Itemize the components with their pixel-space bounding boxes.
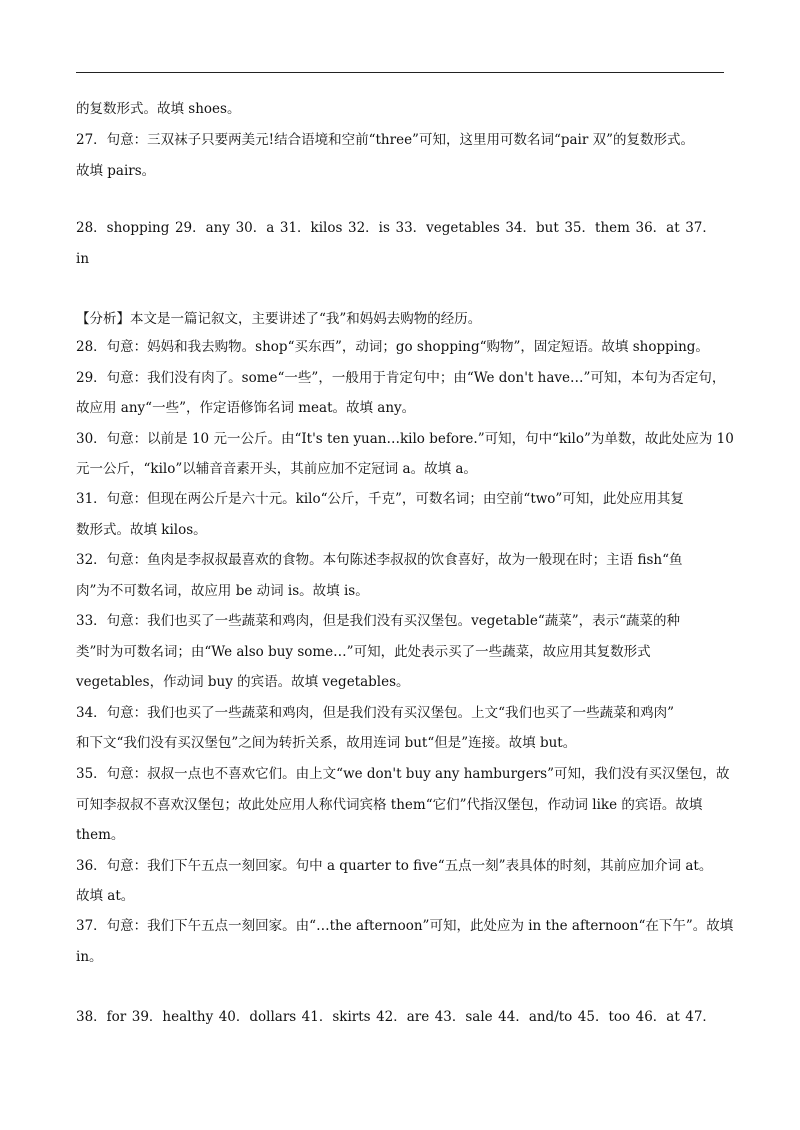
text-line: 31．句意：但现在两公斤是六十元。kilo“公斤，千克”，可数名词；由空前“two”可知，此处应用其复 [76,491,684,507]
answer-item: 41．skirts [301,1009,371,1025]
answer-item: 37． [685,220,716,236]
answer-item: 32．is [347,220,390,236]
answer-item: 29．any [174,220,230,236]
text-line: 37．句意：我们下午五点一刻回家。由“…the afternoon”可知，此处应为 in the afternoon“在下午”。故填 [76,918,734,934]
answer-item: 36．at [635,220,680,236]
answer-item: 42．are [376,1009,430,1025]
text-line: 和下文“我们没有买汉堡包”之间为转折关系，故用连词 but“但是”连接。故填 but。 [76,735,577,751]
text-line: 27．句意：三双袜子只要两美元!结合语境和空前“three”可知，这里用可数名词“pair 双”的复数形式。 [76,132,695,148]
text-line: 的复数形式。故填 shoes。 [76,101,241,117]
text-line: 元一公斤，“kilo”以辅音音素开头，其前应加不定冠词 a。故填 a。 [76,461,477,477]
header-rule [76,72,724,73]
text-line: 28．句意：妈妈和我去购物。shop“买东西”，动词；go shopping“购物”，固定短语。故填 shopping。 [76,339,709,355]
text-line: 29．句意：我们没有肉了。some“一些”，一般用于肯定句中；由“We don't have…”可知，本句为否定句， [76,370,726,386]
answer-item: 35．them [564,220,630,236]
text-line: 肉”为不可数名词，故应用 be 动词 is。故填 is。 [76,583,369,599]
answer-item: 28．shopping [76,220,170,236]
answer-row-2 [76,1008,716,1026]
text-line: 故应用 any“一些”，作定语修饰名词 meat。故填 any。 [76,400,416,416]
text-line: 32．句意：鱼肉是李叔叔最喜欢的食物。本句陈述李叔叔的饮食喜好，故为一般现在时；主语 fish“鱼 [76,552,683,568]
answer-item: 33．vegetables [395,220,500,236]
answer-item: 39．healthy [131,1009,214,1025]
answer-row-1 [76,219,716,237]
answer-item: 30．a [235,220,275,236]
text-line: 类”时为可数名词；由“We also buy some…”可知，此处表示买了一些蔬菜，故应用其复数形式 [76,644,651,660]
text-line: 33．句意：我们也买了一些蔬菜和鸡肉，但是我们没有买汉堡包。vegetable“蔬菜”，表示“蔬菜的种 [76,613,681,629]
answer-item: 43．sale [434,1009,493,1025]
text-line: 故填 pairs。 [76,163,156,179]
text-line: vegetables，作动词 buy 的宾语。故填 vegetables。 [76,674,410,690]
text-line: 36．句意：我们下午五点一刻回家。句中 a quarter to five“五点一刻”表具体的时刻，其前应加介词 at。 [76,858,713,874]
text-line: 35．句意：叔叔一点也不喜欢它们。由上文“we don't buy any hamburgers”可知，我们没有买汉堡包，故 [76,766,730,782]
answer-item: 38．for [76,1009,127,1025]
text-line: 数形式。故填 kilos。 [76,522,207,538]
text-line: 30．句意：以前是 10 元一公斤。由“It's ten yuan…kilo before.”可知，句中“kilo”为单数，故此处应为 10 [76,431,734,447]
text-line: 34．句意：我们也买了一些蔬菜和鸡肉，但是我们没有买汉堡包。上文“我们也买了一些蔬菜和鸡肉” [76,705,674,721]
answer-item: 40．dollars [218,1009,297,1025]
answer-item: 31．kilos [279,220,343,236]
text-line: them。 [76,827,125,843]
answer-item: 44．and/to [498,1009,573,1025]
text-line: in [76,251,90,267]
answer-item: 46．at [635,1009,680,1025]
text-line: 故填 at。 [76,888,135,904]
text-line: in。 [76,949,103,965]
answer-item: 45．too [577,1009,631,1025]
answer-item: 34．but [505,220,559,236]
answer-item: 47． [685,1009,716,1025]
text-line: 可知李叔叔不喜欢汉堡包；故此处应用人称代词宾格 them“它们”代指汉堡包，作动词 like 的宾语。故填 [76,797,703,813]
analysis-heading: 【分析】本文是一篇记叙文，主要讲述了“我”和妈妈去购物的经历。 [76,311,482,327]
